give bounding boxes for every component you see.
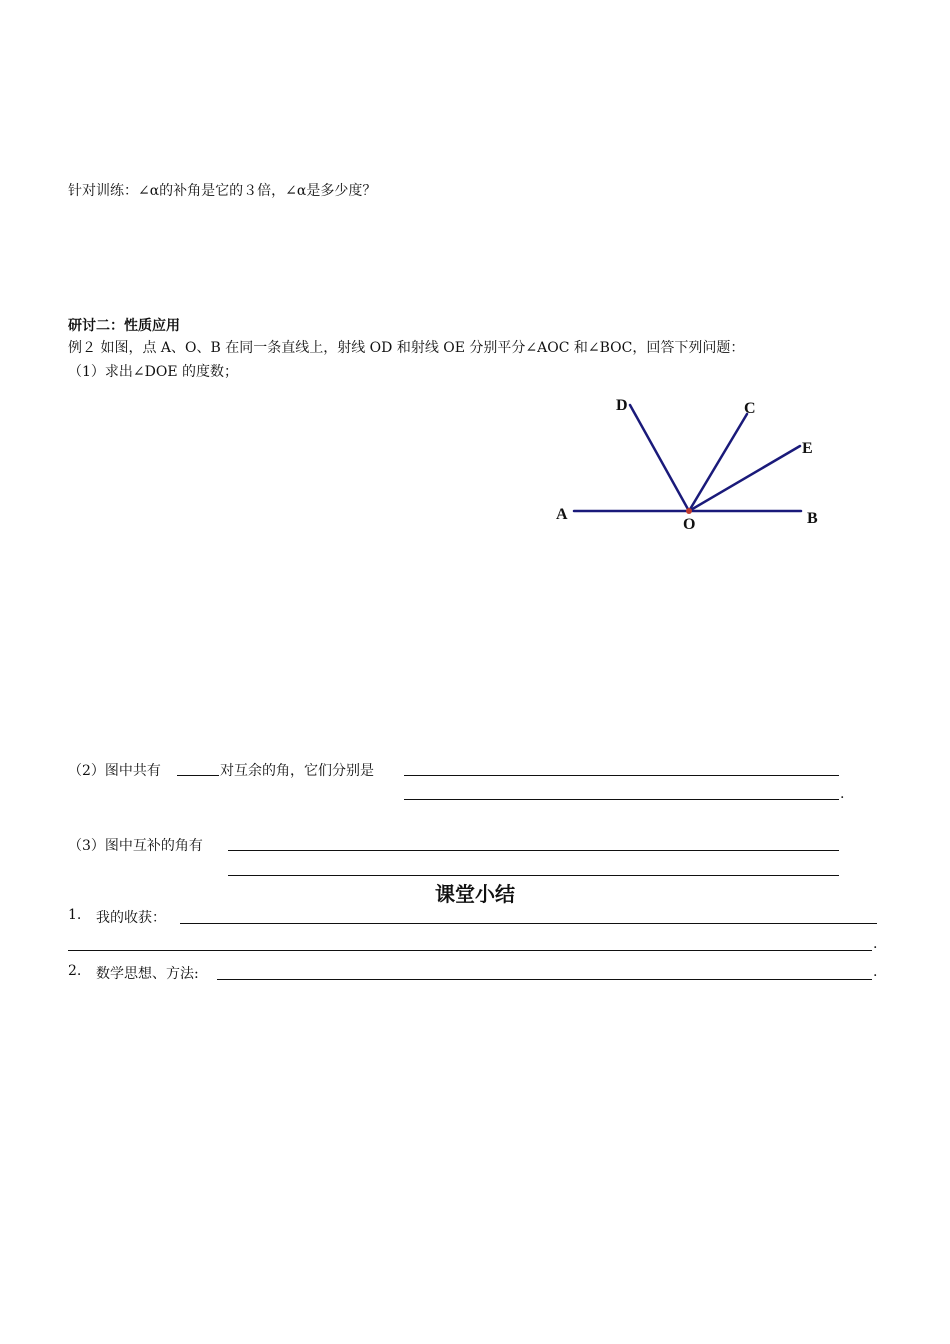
ray-oc [689,414,747,511]
label-d: D [616,397,628,414]
summary-item-1-number: 1. [68,907,82,923]
summary-title: 课堂小结 [435,882,515,906]
label-o: O [683,516,696,533]
ray-od [630,405,689,511]
label-a: A [556,506,568,523]
question-3: （3）图中互补的角有 [68,838,203,854]
summary-item-1-end: . [873,936,878,952]
question-2-prefix: （2）图中共有 [68,763,161,779]
answer-line-harvest-2[interactable] [68,950,872,951]
ray-oe [689,446,800,511]
label-c: C [744,400,756,417]
section-heading: 研讨二：性质应用 [68,318,180,334]
answer-line-q2-1[interactable] [404,775,839,776]
summary-item-2-end: . [873,964,878,980]
answer-blank-count[interactable] [177,775,219,776]
label-b: B [807,510,818,527]
summary-item-2-label: 数学思想、方法: [96,966,199,982]
summary-item-2-number: 2. [68,963,82,979]
summary-item-1-label: 我的收获： [96,910,166,926]
answer-line-q3-2[interactable] [228,875,839,876]
point-o [686,508,692,514]
angle-figure [550,390,840,540]
example-text: 例２ 如图，点 A、O、B 在同一条直线上，射线 OD 和射线 OE 分别平分∠AOC 和∠BOC，回答下列问题： [68,340,745,356]
answer-line-harvest-1[interactable] [180,923,877,924]
exercise-text: 针对训练：∠α的补角是它的３倍，∠α是多少度？ [68,183,377,199]
question-2-end: . [840,786,845,802]
question-1: （1）求出∠DOE 的度数； [68,364,239,380]
answer-line-methods[interactable] [217,979,872,980]
answer-line-q3-1[interactable] [228,850,839,851]
answer-line-q2-2[interactable] [404,799,839,800]
question-2-middle: 对互余的角，它们分别是 [220,763,374,779]
label-e: E [802,440,813,457]
